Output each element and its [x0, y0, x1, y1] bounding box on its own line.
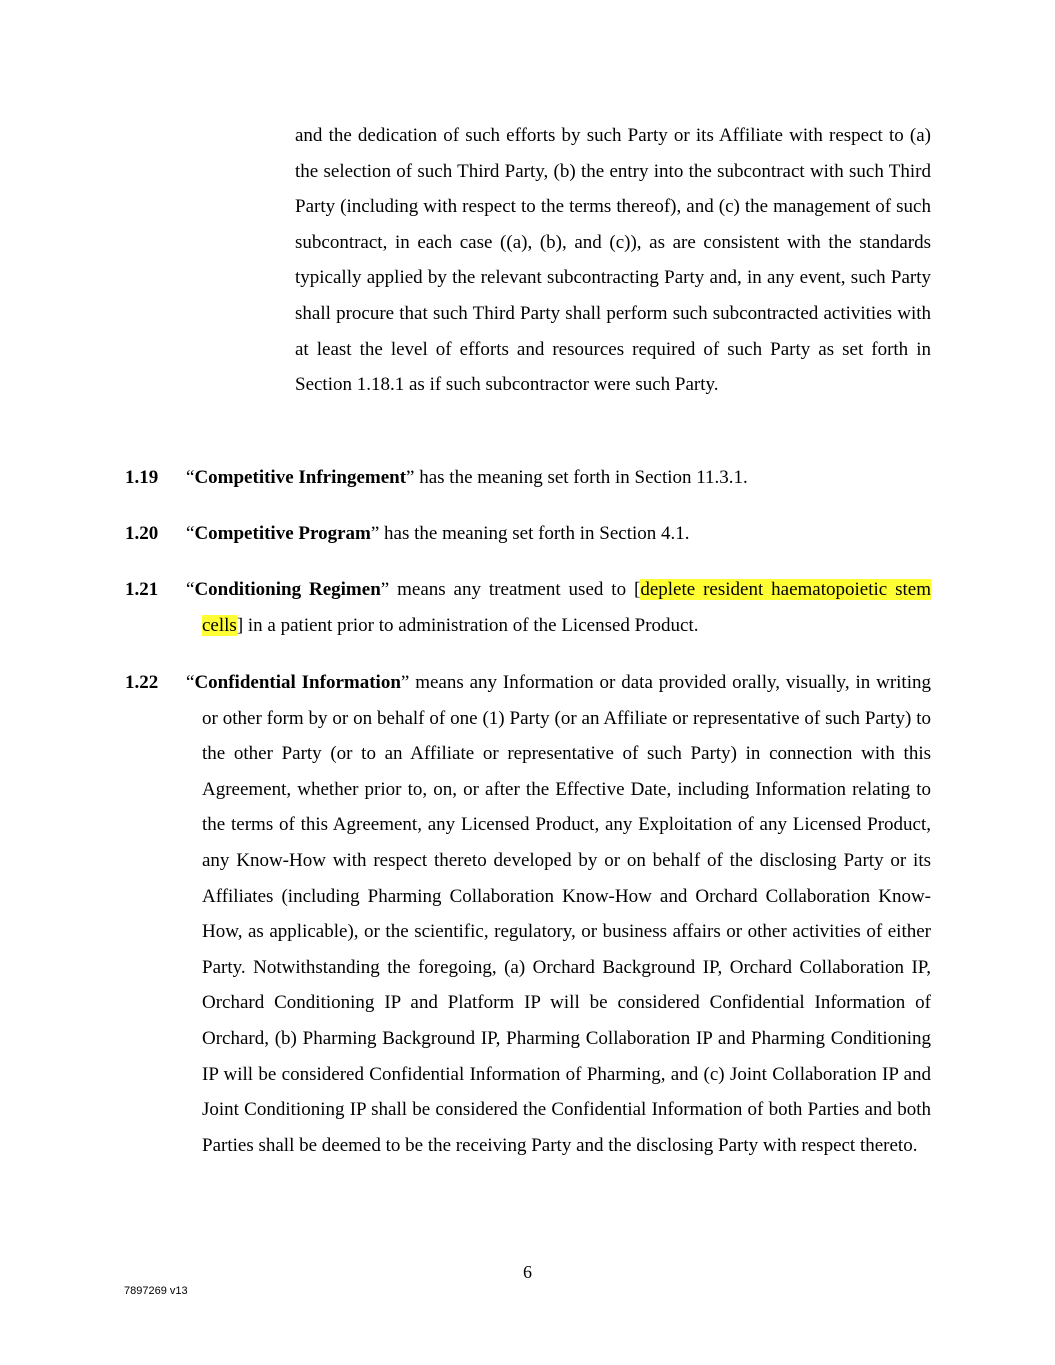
open-quote: “ [186, 467, 195, 488]
definition-body: ” has the meaning set forth in Section 4.1. [370, 523, 690, 544]
defined-term: Confidential Information [194, 672, 401, 693]
defined-term: Competitive Program [194, 523, 371, 544]
definition-text [125, 460, 931, 496]
definition-text [125, 516, 931, 552]
open-quote: “ [186, 579, 195, 600]
section-number: 1.22 [125, 672, 159, 693]
open-quote: “ [186, 523, 195, 544]
definition-body: ” means any Information or data provided orally, visually, in writing or other form by or on behalf of one (1) Party (or an Affiliate or representative of such Party) to the other Party (or to an Affiliate or representative of such Party) in connection with this Agreement, whether prior to, on, or after the Effective Date, including Information relating to the terms of this Agreement, any Licensed Product, any Exploitation of any Licensed Product, any Know-How with respect thereto developed by or on behalf of the disclosing Party or its Affiliates (including Pharming Collaboration Know-How and Orchard Collaboration Know-How, as applicable), or the scientific, regulatory, or business affairs or other activities of either Party. Notwithstanding the foregoing, (a) Orchard Background IP, Orchard Collaboration IP, Orchard Conditioning IP and Platform IP will be considered Confidential Information of Orchard, (b) Pharming Background IP, Pharming Collaboration IP and Pharming Conditioning IP will be considered Confidential Information of Pharming, and (c) Joint Collaboration IP and Joint Conditioning IP shall be considered the Confidential Information of both Parties and both Parties shall be deemed to be the receiving Party and the disclosing Party with respect thereto. [202, 672, 931, 1156]
definition-body-after: ] in a patient prior to administration of the Licensed Product. [236, 614, 699, 636]
continuation-paragraph [295, 118, 931, 403]
definition-text [125, 665, 931, 1163]
definition-text [125, 572, 931, 643]
open-quote: “ [186, 672, 195, 693]
definition-1-22 [125, 665, 931, 1163]
document-id: 7897269 v13 [124, 1285, 188, 1297]
definition-body-before: ” means any treatment used to [ [380, 579, 641, 600]
section-number: 1.20 [125, 523, 159, 544]
defined-term: Conditioning Regimen [194, 579, 381, 600]
section-number: 1.21 [125, 579, 159, 600]
definition-1-19 [125, 460, 931, 496]
section-number: 1.19 [125, 467, 159, 488]
highlighted-text: deplete resident haematopoietic stem cells [202, 579, 931, 636]
continuation-text: and the dedication of such efforts by such Party or its Affiliate with respect to (a) the selection of such Third Party, (b) the entry into the subcontract with such Third Party (including with respect to the terms thereof), and (c) the management of such subcontract, in each case ((a), (b), and (c)), as are consistent with the standards typically applied by the relevant subcontracting Party and, in any event, such Party shall procure that such Third Party shall perform such subcontracted activities with at least the level of efforts and resources required of such Party as set forth in Section 1.18.1 as if such subcontractor were such Party. [295, 125, 931, 396]
defined-term: Competitive Infringement [194, 467, 407, 488]
definition-1-21 [125, 572, 931, 643]
page-number: 6 [523, 1262, 532, 1282]
definition-body: ” has the meaning set forth in Section 11.3.1. [406, 467, 748, 488]
definition-1-20 [125, 516, 931, 552]
